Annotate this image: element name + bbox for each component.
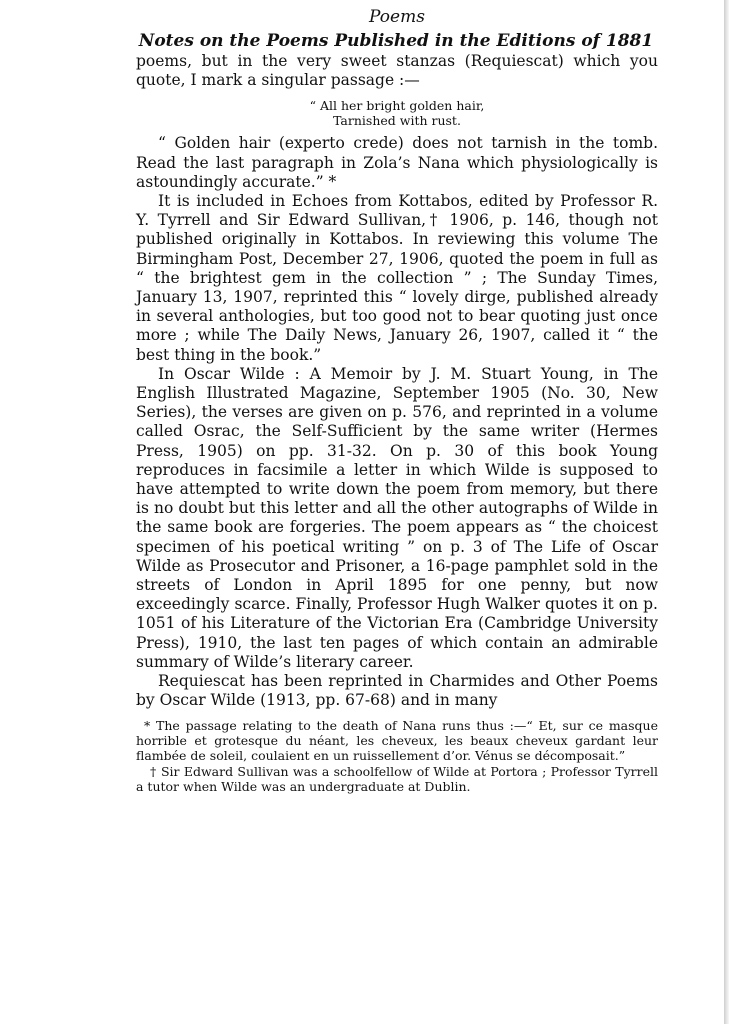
verse-quote [136, 98, 658, 128]
paragraph-5: Requiescat has been reprinted in Charmides and Other Poems by Oscar Wilde (1913, pp. 67-68) and in many [136, 672, 658, 710]
footnote-2: † Sir Edward Sullivan was a schoolfellow of Wilde at Portora ; Professor Tyrrell a tutor when Wilde was an undergraduate at Dublin. [136, 763, 658, 795]
paragraph-2: “ Golden hair (experto crede) does not tarnish in the tomb. Read the last paragraph in Zola’s Nana which physiologically is astoundingly accurate.” * [136, 134, 658, 191]
paragraph-4: In Oscar Wilde : A Memoir by J. M. Stuart Young, in The English Illustrated Magazine, September 1905 (No. 30, New Series), the verses are given on p. 576, and reprinted in a volume called Osrac, the Self-Sufficient by the same writer (Hermes Press, 1905) on pp. 31-32. On p. 30 of this book Young reproduces in facsimile a letter in which Wilde is supposed to have attempted to write down the poem from memory, but there is no doubt but this letter and all the other autographs of Wilde in the same book are forgeries. The poem appears as “ the choicest specimen of his poetical writing ” on p. 3 of The Life of Oscar Wilde as Prosecutor and Prisoner, a 16-page pamphlet sold in the streets of London in April 1895 for one penny, but now exceedingly scarce. Finally, Professor Hugh Walker quotes it on p. 1051 of his Literature of the Victorian Era (Cambridge University Press), 1910, the last ten pages of which contain an admirable summary of Wilde’s literary career. [136, 364, 658, 671]
section-title: Notes on the Poems Published in the Editions of 1881 [138, 31, 654, 51]
book-page [136, 6, 658, 795]
footnote-1: * The passage relating to the death of Nana runs thus :—“ Et, sur ce masque horrible et grotesque du néant, les cheveux, les beaux cheveux gardant leur flambée de soleil, coulaient en un ruissellement d’or. Vénus se décomposait.” [136, 717, 658, 764]
verse-line-1: “ All her bright golden hair, [309, 98, 485, 114]
paragraph-1: poems, but in the very sweet stanzas (Requiescat) which you quote, I mark a singular passage :— [136, 52, 658, 90]
paragraph-3: It is included in Echoes from Kottabos, edited by Professor R. Y. Tyrrell and Sir Edward Sullivan,† 1906, p. 146, though not published originally in Kottabos. In reviewing this volume The Birmingham Post, December 27, 1906, quoted the poem in full as “ the brightest gem in the collection ” ; The Sunday Times, January 13, 1907, reprinted this “ lovely dirge, published already in several anthologies, but too good not to bear quoting just once more ; while The Daily News, January 26, 1907, called it “ the best thing in the book.” [136, 192, 658, 364]
running-head: Poems [369, 7, 425, 27]
verse-line-2: Tarnished with rust. [333, 113, 461, 129]
footnotes [136, 718, 658, 795]
page-edge [724, 0, 729, 1024]
